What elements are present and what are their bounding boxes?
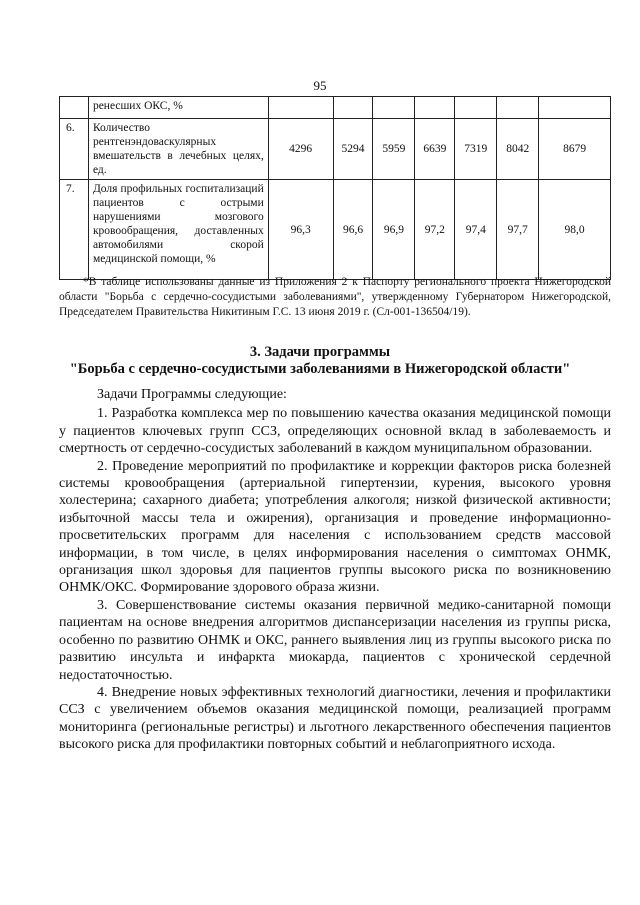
table-row (60, 119, 611, 180)
row-index (60, 97, 89, 119)
paragraph: 1. Разработка комплекса мер по повышению качества оказания медицинской помощи у пациентов ключевых групп ССЗ, определяющих основной вклад в заболеваемость и смертность от сердечно-сосудистых заболеваний в каждом муниципальном образовании. (59, 406, 611, 457)
row-description: Доля профильных госпитализаций пациентов с острыми нарушениями мозгового кровообращения, доставленных автомобилями скорой медицинской помощи, % (88, 180, 268, 280)
paragraph: 3. Совершенствование системы оказания первичной медико-санитарной помощи пациентам на основе внедрения алгоритмов диспансеризации населения из группы риска, особенно по развитию ОНМК и ОКС, раннего выявления лиц из группы высокого риска по развитию инсульта и инфаркта миокарда, пациентов с хронической сердечной недостаточностью. (59, 597, 611, 683)
page-number: 95 (313, 78, 327, 93)
table-footnote: *В таблице использованы данные из Приложения 2 к Паспорту регионального проекта Нижегородской области "Борьба с сердечно-сосудистыми заболеваниями", утвержденному Губернатором Нижегородской, Председателем Правительства Никитиным Г.С. 13 июня 2019 г. (Сл-001-136504/19). (59, 276, 611, 318)
row-description: ренесших ОКС, % (88, 97, 268, 119)
section-title: 3. Задачи программы (249, 344, 391, 360)
table-cell: 97,7 (497, 180, 539, 280)
table-cell: 98,0 (539, 180, 611, 280)
table-cell (455, 97, 497, 119)
table-cell (373, 97, 415, 119)
table-cell (415, 97, 455, 119)
paragraph: 4. Внедрение новых эффективных технологий диагностики, лечения и профилактики ССЗ с увеличением объемов оказания медицинской помощи, реализацией программ мониторинга (региональные регистры) и льготного лекарственного обеспечения пациентов высокого риска для профилактики повторных событий и неблагоприятного исхода. (59, 684, 611, 753)
body-text (59, 386, 611, 754)
table-cell (497, 97, 539, 119)
table-cell (539, 97, 611, 119)
table-cell: 8679 (539, 119, 611, 180)
row-index: 7. (60, 180, 89, 280)
table-cell: 97,2 (415, 180, 455, 280)
row-index: 6. (60, 119, 89, 180)
table-cell: 96,9 (373, 180, 415, 280)
table-cell: 96,6 (333, 180, 373, 280)
table-cell (268, 97, 333, 119)
table-cell: 5959 (373, 119, 415, 180)
indicators-table (59, 96, 611, 280)
table-row (60, 97, 611, 119)
table-cell: 4296 (268, 119, 333, 180)
table-cell: 97,4 (455, 180, 497, 280)
table-cell: 5294 (333, 119, 373, 180)
table-cell: 96,3 (268, 180, 333, 280)
row-description: Количество рентгенэндоваскулярных вмешательств в лечебных целях, ед. (88, 119, 268, 180)
table-cell: 8042 (497, 119, 539, 180)
table-row (60, 180, 611, 280)
table-cell (333, 97, 373, 119)
section-subtitle: "Борьба с сердечно-сосудистыми заболеваниями в Нижегородской области" (69, 361, 571, 377)
paragraph: 2. Проведение мероприятий по профилактике и коррекции факторов риска болезней системы кровообращения (артериальной гипертензии, курения, высокого уровня холестерина; сахарного диабета; употребления алкоголя; низкой физической активности; избыточной массы тела и ожирения), организация и проведение информационно-просветительских программ для населения с использованием средств массовой информации, в том числе, в целях информирования населения о симптомах ОНМК, организация школ здоровья для пациентов группы высокого риска по возникновению ОНМК/ОКС. Формирование здорового образа жизни. (59, 458, 611, 596)
paragraph: Задачи Программы следующие: (97, 387, 287, 402)
table-cell: 7319 (455, 119, 497, 180)
table-cell: 6639 (415, 119, 455, 180)
